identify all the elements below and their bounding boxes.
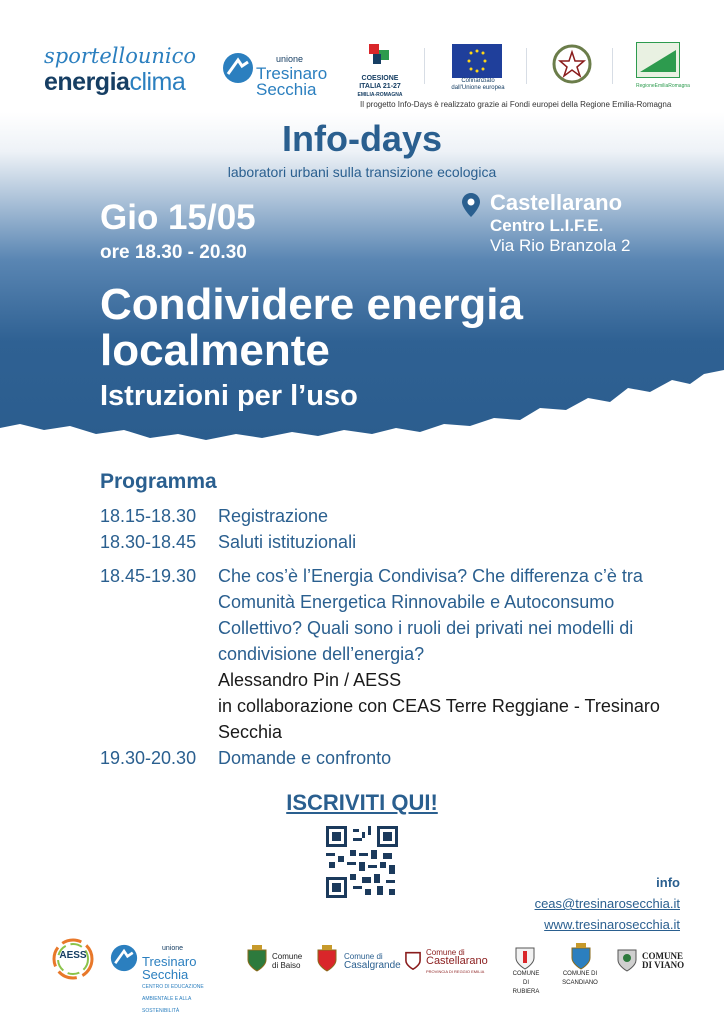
program-time: 19.30-20.30 — [100, 748, 197, 768]
event-address: Via Rio Branzola 2 — [490, 236, 631, 255]
coesione-line2: ITALIA 21-27 — [359, 83, 401, 90]
casal-1: Comune di — [344, 952, 383, 961]
castel-1: Comune di — [426, 948, 465, 957]
castel-3: PROVINCIA DI REGGIO EMILIA — [426, 969, 485, 974]
program-item — [100, 529, 700, 555]
rubiera-2: RUBIERA — [512, 989, 540, 995]
program-desc: Registrazione — [218, 506, 329, 526]
eu-caption — [444, 78, 512, 92]
eu-caption-2: dall'Unione europea — [451, 85, 505, 91]
headline-subtitle: Istruzioni per l’uso — [100, 380, 358, 412]
program-desc: Che cos’è l’Energia Condivisa? Che differenza c’è tra Comunità Energetica Rinnovabile e Autoconsumo Collettivo? Quali sono i ruoli dei privati nei modelli di condivisione dell’energia? — [218, 566, 643, 664]
divider — [612, 48, 613, 84]
sportello-unico-logo — [44, 44, 214, 96]
email-link[interactable]: ceas@tresinarosecchia.it — [534, 896, 680, 911]
program-item — [100, 503, 700, 529]
event-venue: Centro L.I.F.E. — [490, 216, 604, 235]
rubiera-logo — [510, 970, 542, 997]
coesione-logo — [356, 42, 404, 98]
scandiano-2: SCANDIANO — [562, 980, 598, 986]
program-time: 18.30-18.45 — [100, 532, 197, 552]
tresinaro-line2: Secchia — [256, 80, 317, 99]
program-time: 18.15-18.30 — [100, 506, 197, 526]
coesione-line1: COESIONE — [361, 75, 399, 82]
divider — [424, 48, 425, 84]
register-link[interactable]: ISCRIVITI QUI! — [286, 790, 438, 815]
event-date: Gio 15/05 — [100, 198, 256, 237]
contact-info — [535, 872, 680, 935]
program-desc: Saluti istituzionali — [218, 532, 357, 552]
funding-note: Il progetto Info-Days è realizzato grazie ai Fondi europei della Regione Emilia-Romagna — [360, 100, 672, 109]
aess-logo: AESS — [59, 950, 87, 961]
rubiera-1: COMUNE DI — [512, 971, 540, 986]
footer-tres-line2: Secchia — [142, 967, 189, 982]
program-desc-block — [218, 563, 688, 745]
coesione-line3: EMILIA-ROMAGNA — [357, 92, 403, 98]
divider — [526, 48, 527, 84]
castellarano-crest-icon — [404, 948, 422, 975]
sportello-line2 — [44, 68, 214, 96]
qr-code-icon[interactable] — [326, 826, 398, 898]
program-speaker: Alessandro Pin / AESS — [218, 670, 402, 690]
sportello-energia: energia — [44, 68, 130, 96]
program-time: 18.45-19.30 — [100, 566, 197, 586]
footer-unione: unione — [162, 945, 184, 952]
eu-flag-icon — [452, 44, 502, 78]
baiso-1: Comune — [272, 952, 303, 961]
sportello-line1: sportellounico — [44, 44, 197, 68]
programma-heading: Programma — [100, 470, 217, 493]
tresinaro-line1: Tresinaro — [256, 64, 328, 83]
event-title: Info-days — [281, 118, 442, 159]
scandiano-logo — [558, 970, 602, 988]
regione-label: RegioneEmiliaRomagna — [636, 83, 690, 89]
tresinaro-mark-icon — [222, 52, 254, 89]
viano-2: DI VIANO — [642, 960, 685, 970]
headline-line2: localmente — [100, 326, 330, 375]
italian-republic-emblem-icon — [550, 42, 594, 86]
baiso-2: di Baiso — [272, 961, 301, 970]
footer-tres-line1: Tresinaro — [142, 954, 197, 969]
casalgrande-crest-icon — [316, 944, 338, 977]
scandiano-1: COMUNE DI — [562, 971, 598, 977]
footer-tres-ceas: CENTRO DI EDUCAZIONE AMBIENTALE E ALLA SOSTENIBILITÀ — [142, 984, 204, 1014]
viano-logo — [642, 952, 684, 970]
viano-crest-icon — [616, 944, 638, 977]
program-item — [100, 745, 700, 771]
website-link[interactable]: www.tresinarosecchia.it — [544, 917, 680, 932]
tresinaro-unione: unione — [276, 54, 304, 64]
castellarano-logo — [426, 948, 488, 976]
event-city: Castellarano — [490, 190, 623, 215]
viano-1: COMUNE — [642, 951, 683, 961]
event-time: ore 18.30 - 20.30 — [100, 242, 247, 263]
regione-emilia-romagna-logo — [636, 42, 690, 89]
program-item — [100, 563, 700, 743]
location-pin-icon — [462, 193, 480, 222]
tresinaro-footer-mark-icon — [110, 944, 138, 977]
event-headline — [100, 282, 710, 374]
castel-2: Castellarano — [426, 955, 488, 967]
program-desc: Domande e confronto — [218, 748, 392, 768]
casal-2: Casalgrande — [344, 960, 401, 971]
baiso-logo — [272, 952, 302, 970]
baiso-crest-icon — [246, 944, 268, 977]
casalgrande-logo — [344, 952, 401, 970]
tresinaro-footer-logo — [142, 943, 222, 1017]
sportello-clima: clima — [129, 68, 186, 96]
event-subtitle: laboratori urbani sulla transizione ecologica — [227, 164, 497, 180]
info-heading: info — [656, 875, 680, 890]
tresinaro-logo — [256, 52, 327, 98]
program-collab: in collaborazione con CEAS Terre Reggiane - Tresinaro Secchia — [218, 696, 660, 742]
eu-caption-1: Cofinanziato — [461, 78, 495, 84]
headline-line1: Condividere energia — [100, 280, 524, 329]
